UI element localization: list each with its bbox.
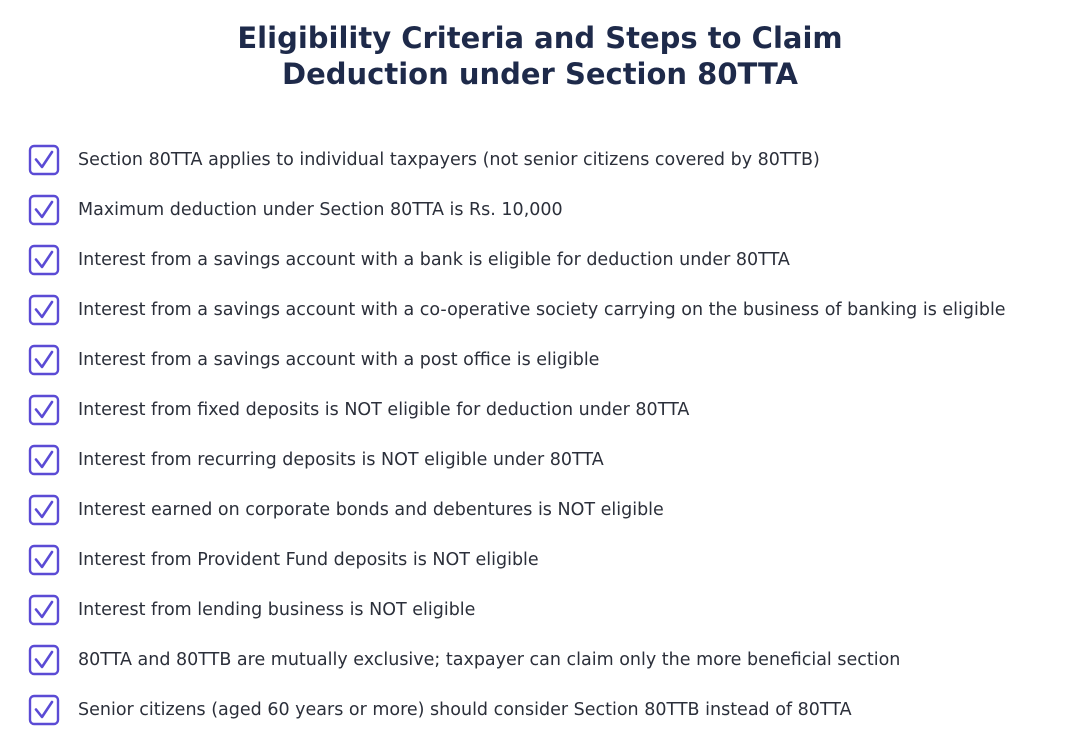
checklist-item bbox=[28, 385, 1006, 435]
checklist-item bbox=[28, 685, 1006, 735]
checklist-item-text: Interest from a savings account with a post office is eligible bbox=[78, 350, 600, 370]
checklist-item-text: Interest from lending business is NOT eligible bbox=[78, 600, 476, 620]
checklist-item bbox=[28, 235, 1006, 285]
checkbox-checked-icon bbox=[28, 594, 60, 626]
page-title-line-2: Deduction under Section 80TTA bbox=[282, 57, 798, 91]
page-title bbox=[0, 20, 1080, 92]
checklist-item bbox=[28, 285, 1006, 335]
checklist-item bbox=[28, 335, 1006, 385]
checklist-item-text: Interest from Provident Fund deposits is NOT eligible bbox=[78, 550, 539, 570]
checkbox-checked-icon bbox=[28, 344, 60, 376]
checkbox-checked-icon bbox=[28, 694, 60, 726]
checkbox-checked-icon bbox=[28, 144, 60, 176]
checklist-item bbox=[28, 635, 1006, 685]
checklist-item-text: Interest from fixed deposits is NOT eligible for deduction under 80TTA bbox=[78, 400, 690, 420]
checklist-item bbox=[28, 585, 1006, 635]
checkbox-checked-icon bbox=[28, 294, 60, 326]
checklist-item-text: Interest from recurring deposits is NOT eligible under 80TTA bbox=[78, 450, 604, 470]
page-title-line-1: Eligibility Criteria and Steps to Claim bbox=[237, 21, 843, 55]
checklist-item bbox=[28, 135, 1006, 185]
checklist-item-text: Maximum deduction under Section 80TTA is Rs. 10,000 bbox=[78, 200, 563, 220]
checklist-item-text: Interest earned on corporate bonds and debentures is NOT eligible bbox=[78, 500, 664, 520]
checklist-item-text: Section 80TTA applies to individual taxpayers (not senior citizens covered by 80TTB) bbox=[78, 150, 820, 170]
eligibility-checklist bbox=[28, 135, 1006, 735]
checkbox-checked-icon bbox=[28, 194, 60, 226]
checklist-item-text: Interest from a savings account with a bank is eligible for deduction under 80TTA bbox=[78, 250, 790, 270]
checklist-item bbox=[28, 485, 1006, 535]
checkbox-checked-icon bbox=[28, 444, 60, 476]
checklist-item-text: 80TTA and 80TTB are mutually exclusive; taxpayer can claim only the more beneficial section bbox=[78, 650, 901, 670]
checkbox-checked-icon bbox=[28, 244, 60, 276]
checkbox-checked-icon bbox=[28, 544, 60, 576]
checklist-item-text: Senior citizens (aged 60 years or more) should consider Section 80TTB instead of 80TTA bbox=[78, 700, 852, 720]
checklist-item bbox=[28, 535, 1006, 585]
checklist-item bbox=[28, 435, 1006, 485]
checkbox-checked-icon bbox=[28, 644, 60, 676]
checkbox-checked-icon bbox=[28, 394, 60, 426]
checklist-item-text: Interest from a savings account with a co-operative society carrying on the business of banking is eligible bbox=[78, 300, 1006, 320]
checkbox-checked-icon bbox=[28, 494, 60, 526]
checklist-item bbox=[28, 185, 1006, 235]
